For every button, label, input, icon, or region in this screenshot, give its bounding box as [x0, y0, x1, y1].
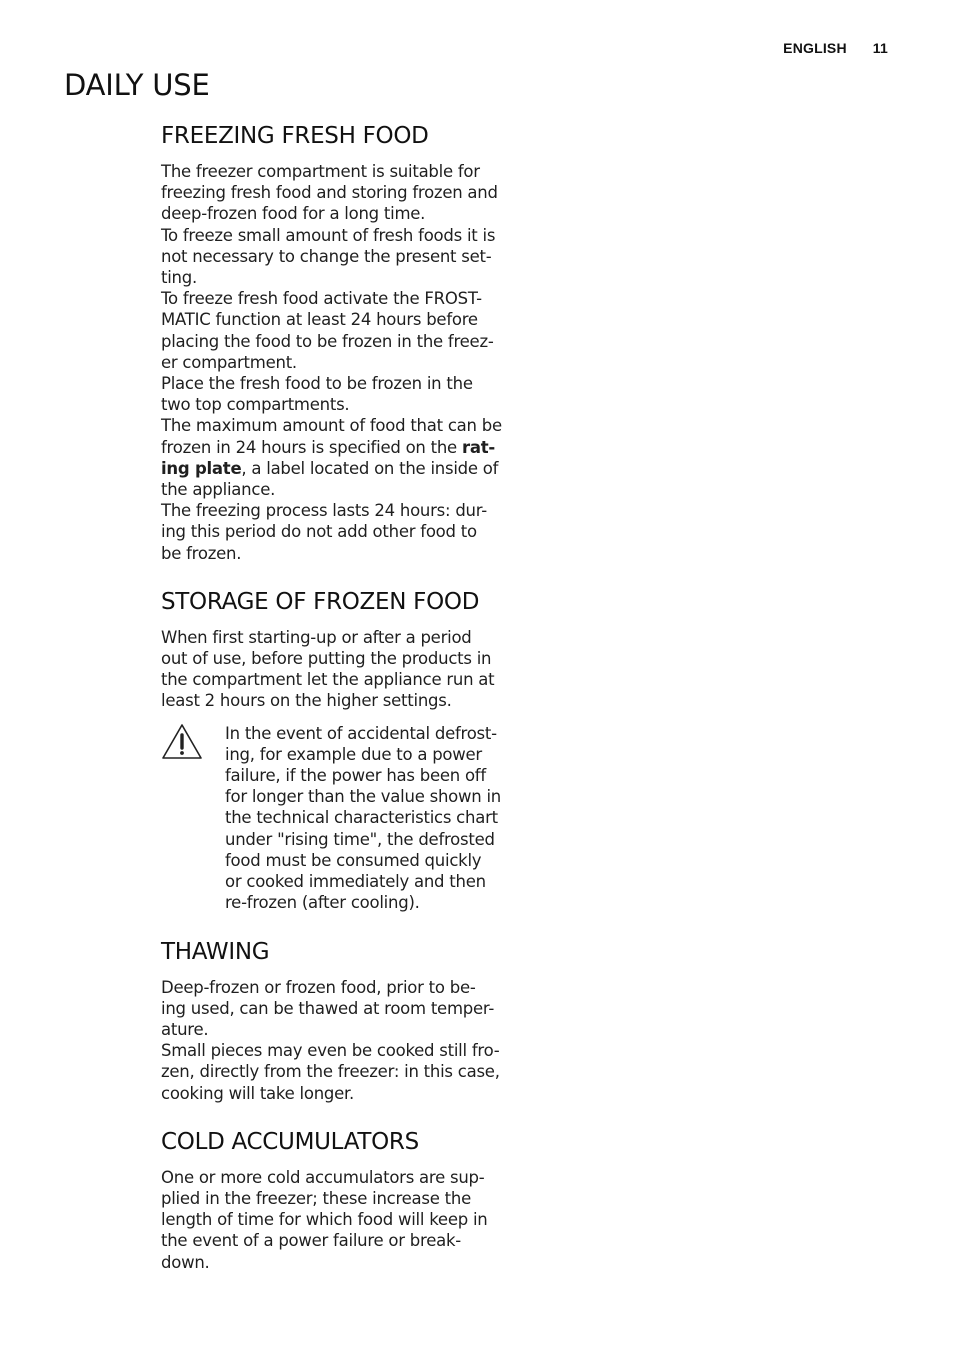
bold-term: ing plate: [161, 458, 242, 478]
paragraph: [161, 627, 517, 712]
text-line: The maximum amount of food that can be: [161, 416, 502, 436]
text-line: ing this period do not add other food to: [161, 522, 477, 542]
section-heading: COLD ACCUMULATORS: [161, 1128, 419, 1155]
text-line: deep-frozen food for a long time.: [161, 204, 426, 224]
text-line: plied in the freezer; these increase the: [161, 1188, 471, 1208]
text-line: the compartment let the appliance run at: [161, 670, 495, 690]
text-line: length of time for which food will keep in: [161, 1210, 488, 1230]
warning-triangle-icon: [161, 723, 225, 914]
section-heading: THAWING: [161, 938, 270, 965]
text-line: MATIC function at least 24 hours before: [161, 310, 478, 330]
text-line: for longer than the value shown in: [225, 787, 501, 807]
bold-term: rat-: [461, 437, 495, 457]
text-line: zen, directly from the freezer: in this case,: [161, 1062, 500, 1082]
text-line: To freeze small amount of fresh foods it is: [161, 225, 496, 245]
page-title: DAILY USE: [64, 68, 210, 102]
text-line: not necessary to change the present set-: [161, 246, 492, 266]
text-line: The freezer compartment is suitable for: [161, 162, 480, 181]
text-line: Small pieces may even be cooked still fro-: [161, 1041, 500, 1061]
text-line: out of use, before putting the products in: [161, 649, 492, 669]
text-line: the event of a power failure or break-: [161, 1231, 461, 1251]
warning-text: [225, 723, 517, 914]
text-line: Deep-frozen or frozen food, prior to be-: [161, 977, 476, 997]
section-freezing-fresh-food: [161, 120, 517, 564]
text-line: food must be consumed quickly: [225, 850, 482, 870]
text-line: be frozen.: [161, 543, 242, 563]
text-line: ing used, can be thawed at room temper-: [161, 998, 495, 1018]
text-line: under "rising time", the defrosted: [225, 829, 495, 849]
text-line: re-frozen (after cooling).: [225, 893, 420, 913]
text-line: In the event of accidental defrost-: [225, 723, 497, 743]
text-line: cooking will take longer.: [161, 1083, 355, 1103]
text-line: To freeze fresh food activate the FROST-: [161, 289, 482, 309]
text-line: or cooked immediately and then: [225, 872, 486, 892]
text-line: ing, for example due to a power: [225, 744, 482, 764]
text-line: placing the food to be frozen in the freez-: [161, 331, 494, 351]
text-line: failure, if the power has been off: [225, 766, 486, 786]
text-line: ting.: [161, 268, 197, 288]
text-line: the technical characteristics chart: [225, 808, 498, 828]
section-heading: STORAGE OF FROZEN FOOD: [161, 588, 480, 615]
text-line: er compartment.: [161, 352, 297, 372]
text-line: Place the fresh food to be frozen in the: [161, 374, 473, 394]
text-line: least 2 hours on the higher settings.: [161, 691, 452, 711]
section-thawing: [161, 936, 517, 1104]
text-line: ature.: [161, 1019, 209, 1039]
page-number: 11: [872, 40, 888, 56]
section-storage-of-frozen-food: [161, 586, 517, 914]
text-line: freezing fresh food and storing frozen and: [161, 183, 498, 203]
language-label: ENGLISH: [783, 40, 847, 56]
text-line: One or more cold accumulators are sup-: [161, 1167, 485, 1187]
text-line: The freezing process lasts 24 hours: dur-: [161, 501, 487, 521]
page-header: [783, 40, 888, 56]
text-line: the appliance.: [161, 480, 276, 500]
text-line: frozen in 24 hours is specified on the: [161, 437, 462, 457]
section-cold-accumulators: [161, 1126, 517, 1273]
paragraph: [161, 1167, 517, 1273]
section-heading: FREEZING FRESH FOOD: [161, 123, 429, 149]
paragraph: [161, 161, 517, 564]
warning-box: [161, 723, 517, 914]
content-column: [161, 120, 517, 1295]
paragraph: [161, 977, 517, 1104]
text-line: , a label located on the inside of: [241, 458, 499, 478]
text-line: down.: [161, 1252, 210, 1272]
text-line: two top compartments.: [161, 395, 350, 415]
text-line: When first starting-up or after a period: [161, 627, 472, 647]
